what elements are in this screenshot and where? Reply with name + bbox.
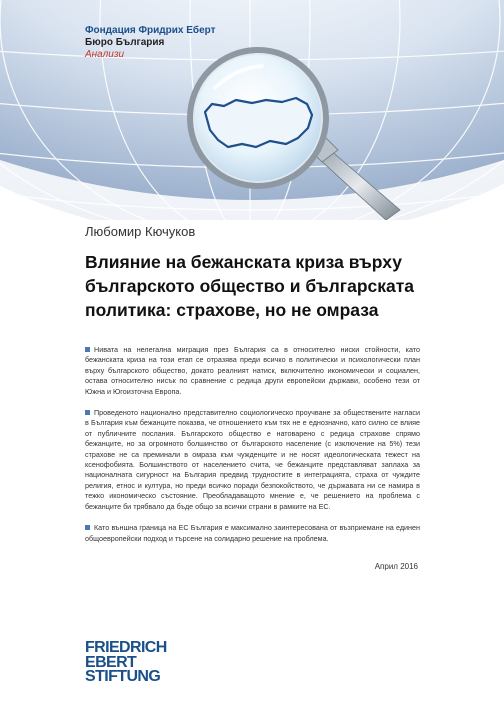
bullet-item — [85, 345, 420, 397]
logo-line-friedrich: FRIEDRICH — [85, 639, 167, 656]
bullet-square-icon — [85, 525, 90, 530]
bullet-text: Нивата на нелегална миграция през България са в относително ниски стойности, като бежанската криза на този етап се отразява преди всичко в политически и психологически план върху българското общество, докато реалният натиск, включително икономически и социален, остава относително нисък по сравнение с редица други европейски държави, особено тези от Южна и Югоизточна Европа. — [85, 345, 420, 396]
publisher-header — [85, 25, 216, 61]
summary-bullets — [85, 345, 420, 555]
bullet-text: Като външна граница на ЕС България е максимално заинтересована от възприемане на единен общоевропейски подход и търсене на солидарно решение на проблема. — [85, 523, 420, 543]
bullet-text: Проведеното национално представително социологическо проучване за обществените нагласи в България към бежанците показва, че отношението към тях не е еднозначно, като силно се влияе от публичните послания. Българското общество е натоварено с редица страхове спрямо бежанците, но за огромното болшинство от българското население (с изключение на 5%) тези страхове не са преминали в омраза към чужденците и не носят идеологическата тежест на ксенофобията. Болшинството от населението счита, че бежанците представляват заплаха за националната сигурност на България предвид трудностите в интеграцията, страха от чуждите религия, етнос и култура, но преди всичко поради безпокойството, че държавата ни се намира в тежко икономическо състояние. Преобладаващото мнение е, че решението на проблема с бежанците би трябвало да бъде общо за всички страни в рамките на ЕС. — [85, 408, 420, 511]
bullet-item — [85, 408, 420, 512]
bullet-square-icon — [85, 410, 90, 415]
bulgaria-map-icon — [205, 98, 312, 147]
publication-date: Април 2016 — [374, 562, 418, 571]
series-label: Анализи — [85, 49, 125, 60]
logo-line-stiftung: STIFTUNG — [85, 668, 161, 685]
organization-name: Фондация Фридрих Еберт — [85, 25, 216, 36]
document-title: Влияние на бежанската криза върху българското общество и българската политика: страхове, но не омраза — [85, 252, 415, 320]
bullet-item — [85, 523, 420, 544]
fes-logo — [85, 641, 167, 685]
logo-line-ebert: EBERT — [85, 653, 137, 671]
bullet-square-icon — [85, 347, 90, 352]
cover-illustration — [0, 0, 504, 220]
office-name: Бюро България — [85, 37, 165, 48]
author-name: Любомир Кючуков — [85, 224, 196, 239]
